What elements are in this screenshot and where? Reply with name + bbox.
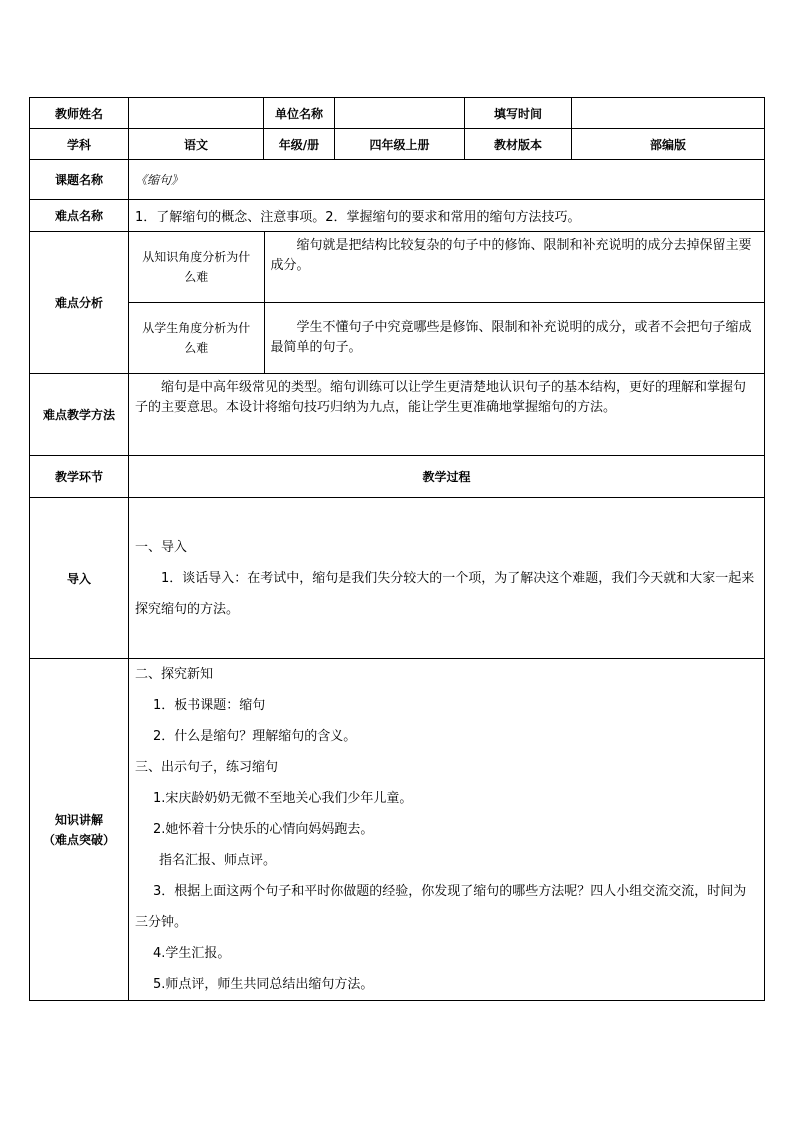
analysis-row	[30, 232, 765, 374]
info-row	[30, 129, 765, 160]
difficulty-row	[30, 200, 765, 232]
grade-value: 四年级上册	[335, 129, 465, 160]
difficulty-label: 难点名称	[30, 200, 129, 232]
analysis-subtable	[129, 232, 764, 373]
process-title: 教学过程	[129, 456, 765, 498]
subject-label: 学科	[30, 129, 129, 160]
process-phase-label: 教学环节	[30, 456, 129, 498]
method-label: 难点教学方法	[30, 374, 129, 456]
knowledge-label: 知识讲解	[54, 812, 103, 827]
knowledge-line: 3．根据上面这两个句子和平时你做题的经验，你发现了缩句的哪些方法呢？四人小组交流交流，时间为三分钟。	[135, 884, 747, 930]
analysis-label: 难点分析	[30, 232, 129, 374]
teacher-name-field[interactable]	[129, 98, 264, 129]
knowledge-row	[30, 659, 765, 1001]
edition-label: 教材版本	[465, 129, 572, 160]
method-text: 缩句是中高年级常见的类型。缩句训练可以让学生更清楚地认识句子的基本结构，更好的理解和掌握句子的主要意思。本设计将缩句技巧归纳为九点，能让学生更准确地掌握缩句的方法。	[129, 374, 765, 456]
lesson-plan-table	[29, 97, 765, 1001]
knowledge-line: 5.师点评，师生共同总结出缩句方法。	[153, 977, 374, 992]
difficulty-value: 1．了解缩句的概念、注意事项。2．掌握缩句的要求和常用的缩句方法技巧。	[129, 200, 765, 232]
header-row	[30, 98, 765, 129]
knowledge-sublabel: （难点突破）	[42, 832, 115, 847]
knowledge-line: 三、出示句子，练习缩句	[135, 760, 279, 775]
student-angle-label: 从学生角度分析为什么难	[129, 302, 264, 373]
unit-name-field[interactable]	[335, 98, 465, 129]
fill-date-label: 填写时间	[465, 98, 572, 129]
student-angle-text: 学生不懂句子中究竟哪些是修饰、限制和补充说明的成分，或者不会把句子缩成最简单的句子。	[264, 302, 764, 373]
knowledge-line: 2.她怀着十分快乐的心情向妈妈跑去。	[153, 822, 374, 837]
intro-heading: 一、导入	[135, 539, 188, 555]
grade-label: 年级/册	[264, 129, 335, 160]
knowledge-line: 指名汇报、师点评。	[159, 853, 277, 868]
topic-row	[30, 160, 765, 200]
topic-label: 课题名称	[30, 160, 129, 200]
topic-value: 《缩句》	[129, 160, 765, 200]
knowledge-angle-label: 从知识角度分析为什么难	[129, 232, 264, 302]
knowledge-line: 2．什么是缩句？理解缩句的含义。	[153, 729, 357, 744]
knowledge-line: 1.宋庆龄奶奶无微不至地关心我们少年儿童。	[153, 791, 413, 806]
edition-value: 部编版	[572, 129, 765, 160]
knowledge-line: 二、探究新知	[135, 667, 214, 682]
fill-date-field[interactable]	[572, 98, 765, 129]
teacher-name-label: 教师姓名	[30, 98, 129, 129]
intro-text: 1．谈话导入：在考试中，缩句是我们失分较大的一个项，为了解决这个难题，我们今天就和大家一起来探究缩句的方法。	[135, 570, 755, 617]
method-row	[30, 374, 765, 456]
knowledge-line: 4.学生汇报。	[153, 946, 231, 961]
knowledge-line: 1．板书课题：缩句	[153, 698, 266, 713]
unit-name-label: 单位名称	[264, 98, 335, 129]
subject-value: 语文	[129, 129, 264, 160]
intro-row	[30, 498, 765, 659]
knowledge-angle-text: 缩句就是把结构比较复杂的句子中的修饰、限制和补充说明的成分去掉保留主要成分。	[264, 232, 764, 302]
intro-label: 导入	[30, 498, 129, 659]
process-header-row	[30, 456, 765, 498]
